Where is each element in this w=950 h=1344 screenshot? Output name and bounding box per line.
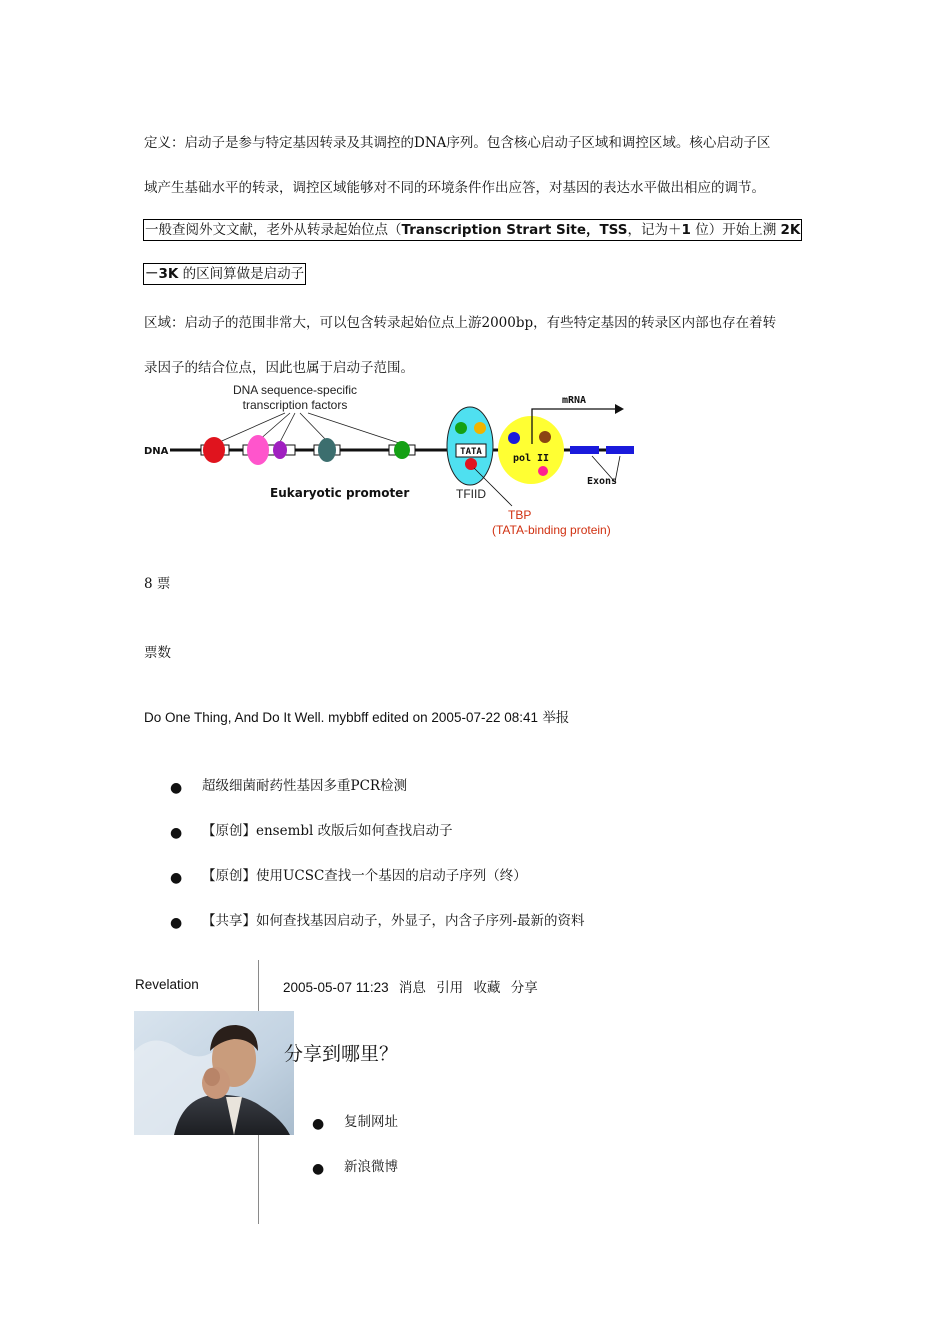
promoter-diagram: [140, 378, 650, 543]
related-link[interactable]: 【原创】使用UCSC查找一个基因的启动子序列（终）: [202, 868, 527, 884]
list-item: [170, 821, 585, 866]
transcription-factor-4: [394, 441, 410, 459]
tss-range-end: －3K: [145, 266, 179, 282]
pol-ii-subunit-pink: [538, 466, 548, 476]
related-link[interactable]: 【原创】ensembl 改版后如何查找启动子: [202, 823, 453, 839]
transcription-factor-2b: [273, 441, 287, 459]
tss-note-text-e: 位）开始上溯: [690, 222, 781, 238]
region-line-1: 区域：启动子的范围非常大，可以包含转录起始位点上游2000bp，有些特定基因的转录区内部也存在着转: [144, 315, 777, 331]
avatar[interactable]: [134, 1011, 294, 1135]
bullet-icon: ●: [312, 1161, 325, 1177]
transcription-factor-1: [203, 437, 225, 463]
tss-term: Transcription Strart Site，TSS: [401, 222, 628, 238]
tf-pointer-lines: [215, 413, 402, 444]
post-timestamp: 2005-05-07 11:23: [283, 980, 389, 995]
tss-note-line-2: [143, 263, 306, 285]
tfiid-subunit-green: [455, 422, 467, 434]
exon-1: [570, 446, 599, 454]
tbp-description: (TATA-binding protein): [492, 523, 611, 537]
transcription-factor-3: [318, 438, 336, 462]
tfiid-label: TFIID: [456, 487, 486, 501]
tbp-label: TBP: [508, 508, 532, 522]
promoter-label: Eukaryotic promoter: [270, 486, 410, 500]
bullet-icon: ●: [170, 915, 183, 931]
share-option: [312, 1157, 398, 1202]
related-link[interactable]: 超级细菌耐药性基因多重PCR检测: [202, 778, 408, 794]
tss-note-line-1: [143, 219, 802, 241]
transcription-factor-2: [247, 435, 269, 465]
bullet-icon: ●: [170, 780, 183, 796]
pol-ii-subunit-brown: [539, 431, 551, 443]
list-item: [170, 866, 585, 911]
tss-note-text-c: ，记为＋: [627, 222, 682, 238]
tfiid-subunit-orange: [474, 422, 486, 434]
tss-note-text-f: 的区间算做是启动子: [178, 266, 305, 282]
sina-weibo-option[interactable]: 新浪微博: [344, 1159, 398, 1175]
tf-label-line-2: transcription factors: [242, 398, 348, 412]
list-item: [170, 776, 585, 821]
pol-ii-subunit-blue: [508, 432, 520, 444]
pol-ii-label: pol II: [512, 453, 550, 464]
message-link[interactable]: 消息: [398, 980, 426, 996]
post-header: [283, 976, 538, 996]
definition-line-1: 定义：启动子是参与特定基因转录及其调控的DNA序列。包含核心启动子区域和调控区域。核心启动子区: [144, 135, 771, 151]
bullet-icon: ●: [170, 870, 183, 886]
vote-count: 8 票: [144, 576, 171, 592]
post-author[interactable]: Revelation: [135, 977, 199, 992]
quote-link[interactable]: 引用: [436, 980, 464, 996]
mrna-label: mRNA: [561, 395, 587, 406]
pol-ii-complex: [498, 416, 564, 484]
tata-label: TATA: [460, 447, 482, 457]
bullet-icon: ●: [170, 825, 183, 841]
exons-label: Exons: [586, 476, 618, 487]
tss-position: 1: [681, 222, 691, 238]
dna-label: DNA: [144, 446, 169, 457]
favorite-link[interactable]: 收藏: [473, 980, 501, 996]
signature: [144, 706, 569, 726]
definition-line-2: 域产生基础水平的转录，调控区域能够对不同的环境条件作出应答，对基因的表达水平做出相应的调节。: [144, 180, 765, 196]
bullet-icon: ●: [312, 1116, 325, 1132]
mrna-arrowhead: [615, 404, 624, 414]
vote-label: 票数: [144, 645, 171, 661]
share-options-list: [312, 1112, 398, 1202]
share-link[interactable]: 分享: [510, 980, 538, 996]
related-link[interactable]: 【共享】如何查找基因启动子，外显子，内含子序列-最新的资料: [202, 913, 585, 929]
related-links-list: [170, 776, 585, 956]
tbp-protein: [465, 458, 477, 470]
tss-note-text-a: 一般查阅外文文献，老外从转录起始位点（: [145, 222, 402, 238]
report-link[interactable]: 举报: [542, 710, 570, 726]
tss-range-start: 2K: [780, 222, 801, 238]
share-option: [312, 1112, 398, 1157]
exon-2: [606, 446, 634, 454]
tf-label-line-1: DNA sequence-specific: [232, 383, 358, 397]
share-title: 分享到哪里？: [284, 1043, 399, 1065]
region-line-2: 录因子的结合位点，因此也属于启动子范围。: [144, 360, 414, 376]
signature-text: Do One Thing, And Do It Well. mybbff edited on 2005-07-22 08:41: [144, 710, 539, 725]
list-item: [170, 911, 585, 956]
copy-url-option[interactable]: 复制网址: [344, 1114, 398, 1130]
